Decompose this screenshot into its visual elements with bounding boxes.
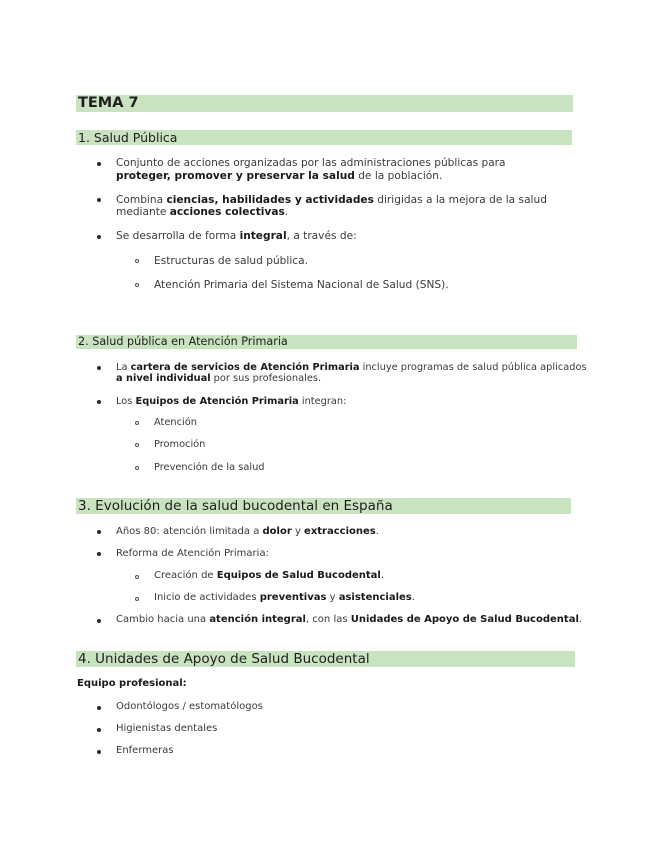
sec3-bullet-1: Años 80: atención limitada a dolor y extracciones. — [116, 526, 379, 537]
sub-bullet-circle — [135, 421, 139, 425]
sec2-sub-item: Prevención de la salud — [154, 462, 265, 473]
bullet-dot — [97, 198, 101, 202]
sec1-bullet-1-line-2: proteger, promover y preservar la salud de la población. — [116, 170, 443, 182]
sec2-sub-item: Atención — [154, 417, 197, 428]
section-2-heading: 2. Salud pública en Atención Primaria — [76, 335, 577, 349]
sub-bullet-circle — [135, 443, 139, 447]
sec4-item: Odontólogos / estomatólogos — [116, 701, 263, 712]
sub-bullet-circle — [135, 466, 139, 470]
sec4-label: Equipo profesional: — [77, 678, 187, 689]
bullet-dot — [97, 400, 101, 404]
bullet-dot — [97, 162, 101, 166]
section-1-heading: 1. Salud Pública — [76, 130, 572, 145]
sec1-sub-item: Estructuras de salud pública. — [154, 255, 308, 267]
tema-heading: TEMA 7 — [76, 95, 573, 112]
sec1-bullet-2-line-2: mediante acciones colectivas. — [116, 206, 289, 218]
sec1-bullet-1-line-1: Conjunto de acciones organizadas por las administraciones públicas para — [116, 157, 506, 169]
sub-bullet-circle — [135, 283, 139, 287]
sec3-bullet-2: Reforma de Atención Primaria: — [116, 548, 269, 559]
bullet-dot — [97, 552, 101, 556]
section-3-heading: 3. Evolución de la salud bucodental en España — [76, 498, 571, 514]
sec1-bullet-2-line-1: Combina ciencias, habilidades y actividades dirigidas a la mejora de la salud — [116, 194, 547, 206]
sec2-bullet-2: Los Equipos de Atención Primaria integran: — [116, 396, 347, 407]
sec1-sub-item: Atención Primaria del Sistema Nacional de Salud (SNS). — [154, 279, 449, 291]
section-4-heading: 4. Unidades de Apoyo de Salud Bucodental — [76, 651, 575, 667]
sec2-sub-item: Promoción — [154, 439, 206, 450]
sec3-bullet-3: Cambio hacia una atención integral, con las Unidades de Apoyo de Salud Bucodental. — [116, 614, 583, 625]
bullet-dot — [97, 235, 101, 239]
bullet-dot — [97, 366, 101, 370]
bullet-dot — [97, 750, 101, 754]
sub-bullet-circle — [135, 575, 139, 579]
sec4-item: Higienistas dentales — [116, 723, 218, 734]
sec3-sub-item-1: Creación de Equipos de Salud Bucodental. — [154, 570, 385, 581]
bullet-dot — [97, 530, 101, 534]
sec2-bullet-1-line-1: La cartera de servicios de Atención Primaria incluye programas de salud pública aplicados — [116, 362, 587, 373]
sec4-item: Enfermeras — [116, 745, 174, 756]
bullet-dot — [97, 728, 101, 732]
bullet-dot — [97, 619, 101, 623]
bullet-dot — [97, 706, 101, 710]
sec1-bullet-3: Se desarrolla de forma integral, a través de: — [116, 230, 357, 242]
sec3-sub-item-2: Inicio de actividades preventivas y asistenciales. — [154, 592, 415, 603]
sub-bullet-circle — [135, 259, 139, 263]
sec2-bullet-1-line-2: a nivel individual por sus profesionales. — [116, 373, 322, 384]
sub-bullet-circle — [135, 597, 139, 601]
